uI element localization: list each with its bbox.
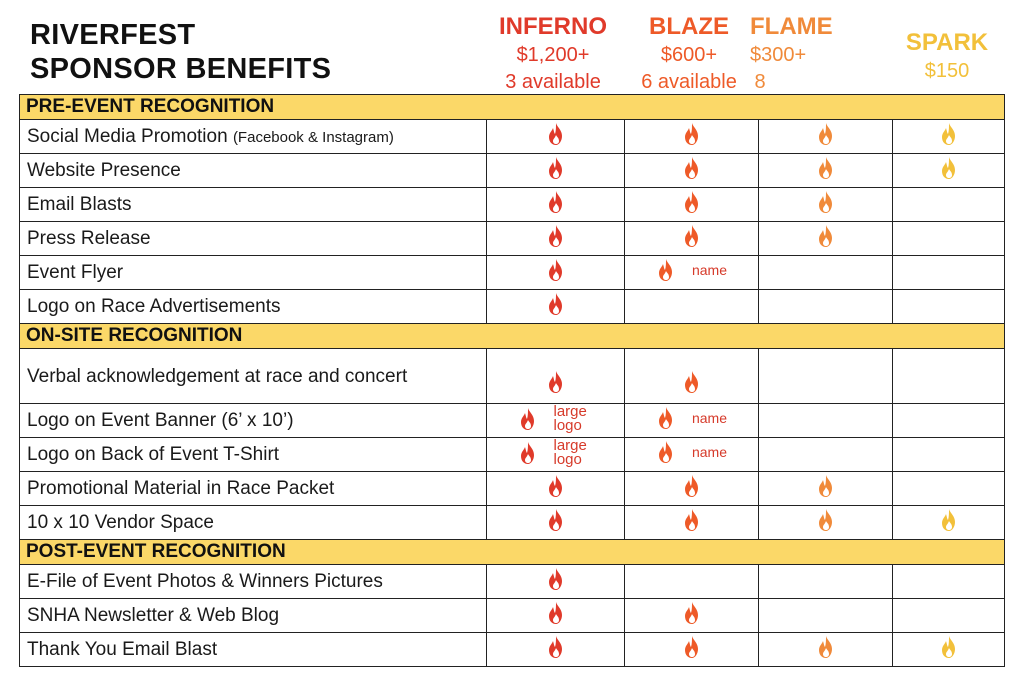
benefit-cell-spark: [893, 154, 1005, 188]
tier-price: $150: [924, 60, 970, 82]
section-header: [20, 324, 1005, 349]
flame-icon: [518, 441, 538, 465]
cell-content: [656, 258, 727, 282]
benefit-cell-flame: [759, 154, 893, 188]
tier-spark: [872, 28, 1022, 85]
benefit-cell-spark: [893, 256, 1005, 290]
benefit-cell-flame: [759, 349, 893, 404]
benefit-cell-flame: [759, 404, 893, 438]
table-row: [20, 472, 1005, 506]
benefit-cell-blaze: [625, 154, 759, 188]
benefit-cell-inferno: [487, 256, 625, 290]
cell-content: [816, 635, 836, 659]
benefit-cell-spark: [893, 222, 1005, 256]
cell-content: [546, 258, 566, 282]
tier-price: $300+: [750, 44, 807, 66]
benefit-cell-inferno: [487, 154, 625, 188]
cell-content: [816, 122, 836, 146]
benefit-cell-inferno: [487, 349, 625, 404]
flame-icon: [546, 635, 566, 659]
flame-icon: [546, 370, 566, 394]
flame-icon: [546, 190, 566, 214]
cell-content: [816, 474, 836, 498]
benefit-cell-spark: [893, 633, 1005, 667]
benefit-cell-inferno: [487, 506, 625, 540]
cell-content: [682, 224, 702, 248]
section-title: POST-EVENT RECOGNITION: [20, 540, 1005, 565]
benefit-cell-spark: [893, 438, 1005, 472]
benefit-label: [20, 290, 487, 324]
benefit-text: 10 x 10 Vendor Space: [27, 512, 214, 533]
cell-content: [682, 508, 702, 532]
cell-content: [816, 508, 836, 532]
benefit-cell-blaze: [625, 438, 759, 472]
benefit-text: Email Blasts: [27, 194, 132, 215]
section-title: PRE-EVENT RECOGNITION: [20, 95, 1005, 120]
benefit-text: Verbal acknowledgement at race and concert: [27, 365, 408, 387]
benefit-cell-blaze: [625, 633, 759, 667]
flame-icon: [546, 292, 566, 316]
cell-content: [682, 601, 702, 625]
flame-icon: [939, 508, 959, 532]
cell-content: [939, 156, 959, 180]
flame-icon: [682, 601, 702, 625]
flame-icon: [816, 156, 836, 180]
benefit-text: Press Release: [27, 228, 151, 249]
flame-icon: [682, 224, 702, 248]
tier-inferno: [478, 12, 628, 96]
table-row: [20, 188, 1005, 222]
benefit-cell-inferno: [487, 404, 625, 438]
cell-content: [816, 156, 836, 180]
benefit-label: [20, 222, 487, 256]
cell-content: [682, 156, 702, 180]
benefit-note: (Facebook & Instagram): [232, 128, 394, 146]
table-row: [20, 154, 1005, 188]
benefit-cell-blaze: [625, 565, 759, 599]
benefit-cell-flame: [759, 633, 893, 667]
benefit-cell-spark: [893, 565, 1005, 599]
flame-icon: [546, 508, 566, 532]
cell-content: [939, 635, 959, 659]
benefit-text: Website Presence: [27, 160, 181, 181]
table-row: [20, 565, 1005, 599]
benefit-label: [20, 120, 487, 154]
benefit-label: [20, 472, 487, 506]
table-row: [20, 404, 1005, 438]
flame-icon: [546, 474, 566, 498]
benefit-label: [20, 438, 487, 472]
table-row: [20, 290, 1005, 324]
cell-content: [546, 224, 566, 248]
flame-icon: [816, 122, 836, 146]
benefit-cell-spark: [893, 404, 1005, 438]
benefit-text: Logo on Back of Event T-Shirt: [27, 444, 280, 465]
benefit-label: [20, 633, 487, 667]
tier-price: $1,200+: [516, 44, 590, 66]
table-row: [20, 120, 1005, 154]
benefit-cell-blaze: [625, 349, 759, 404]
benefit-text: Event Flyer: [27, 262, 124, 283]
cell-content: [546, 156, 566, 180]
cell-content: [546, 190, 566, 214]
benefit-cell-spark: [893, 599, 1005, 633]
cell-note: large logo: [553, 437, 587, 468]
flame-icon: [939, 156, 959, 180]
benefit-cell-flame: [759, 256, 893, 290]
cell-content: [939, 122, 959, 146]
title-line-1: RIVERFEST: [30, 19, 196, 51]
cell-content: [656, 406, 727, 430]
cell-content: [518, 405, 594, 433]
benefit-text: Thank You Email Blast: [27, 639, 218, 660]
benefit-cell-inferno: [487, 188, 625, 222]
flame-icon: [816, 474, 836, 498]
flame-icon: [816, 635, 836, 659]
benefits-table: [19, 94, 1005, 667]
cell-content: [816, 190, 836, 214]
cell-content: [682, 122, 702, 146]
flame-icon: [656, 258, 676, 282]
flame-icon: [682, 474, 702, 498]
flame-icon: [546, 601, 566, 625]
table-row: [20, 633, 1005, 667]
flame-icon: [939, 635, 959, 659]
tier-availability: 8: [754, 71, 766, 93]
flame-icon: [682, 635, 702, 659]
benefit-label: [20, 349, 487, 404]
tier-flame: [750, 12, 833, 93]
tier-name: INFERNO: [499, 13, 607, 40]
benefit-cell-inferno: [487, 222, 625, 256]
benefit-label: [20, 404, 487, 438]
benefit-text: Social Media Promotion: [27, 125, 228, 147]
benefit-cell-flame: [759, 472, 893, 506]
benefit-label: [20, 565, 487, 599]
benefit-label: [20, 154, 487, 188]
cell-content: [546, 508, 566, 532]
cell-content: [518, 439, 594, 467]
section-header: [20, 540, 1005, 565]
benefit-cell-inferno: [487, 599, 625, 633]
benefit-text: SNHA Newsletter & Web Blog: [27, 605, 280, 626]
benefit-cell-inferno: [487, 438, 625, 472]
benefit-label: [20, 599, 487, 633]
table-row: [20, 222, 1005, 256]
benefit-cell-flame: [759, 506, 893, 540]
title-line-2: SPONSOR BENEFITS: [30, 53, 332, 85]
benefit-cell-inferno: [487, 290, 625, 324]
benefit-cell-flame: [759, 438, 893, 472]
cell-content: [939, 508, 959, 532]
cell-content: [682, 190, 702, 214]
benefit-cell-inferno: [487, 472, 625, 506]
benefit-cell-spark: [893, 290, 1005, 324]
tier-blaze: [614, 12, 764, 96]
benefit-cell-inferno: [487, 565, 625, 599]
benefit-cell-flame: [759, 290, 893, 324]
benefit-cell-spark: [893, 506, 1005, 540]
cell-note: large logo: [553, 403, 587, 434]
flame-icon: [656, 406, 676, 430]
cell-content: [546, 601, 566, 625]
table-row: [20, 506, 1005, 540]
tier-availability: 6 available: [641, 71, 737, 93]
flame-icon: [816, 190, 836, 214]
benefit-cell-inferno: [487, 120, 625, 154]
benefit-text: Logo on Event Banner (6’ x 10’): [27, 410, 294, 431]
flame-icon: [682, 190, 702, 214]
cell-note: name: [691, 261, 728, 278]
section-header: [20, 95, 1005, 120]
tier-name: SPARK: [905, 29, 989, 56]
benefit-text: E-File of Event Photos & Winners Pictures: [27, 571, 383, 592]
flame-icon: [682, 156, 702, 180]
cell-content: [546, 370, 566, 394]
benefit-cell-flame: [759, 120, 893, 154]
cell-content: [816, 224, 836, 248]
benefit-cell-blaze: [625, 120, 759, 154]
cell-content: [546, 474, 566, 498]
cell-content: [656, 440, 727, 464]
benefit-cell-spark: [893, 349, 1005, 404]
benefit-cell-blaze: [625, 472, 759, 506]
benefit-label: [20, 188, 487, 222]
flame-icon: [546, 567, 566, 591]
benefit-cell-flame: [759, 599, 893, 633]
flame-icon: [546, 224, 566, 248]
cell-note: name: [691, 409, 728, 426]
benefit-cell-flame: [759, 188, 893, 222]
cell-content: [546, 635, 566, 659]
flame-icon: [546, 156, 566, 180]
benefit-cell-blaze: [625, 256, 759, 290]
benefit-cell-blaze: [625, 290, 759, 324]
table-row: [20, 599, 1005, 633]
section-title: ON-SITE RECOGNITION: [20, 324, 1005, 349]
benefit-cell-inferno: [487, 633, 625, 667]
benefit-cell-flame: [759, 565, 893, 599]
flame-icon: [518, 407, 538, 431]
flame-icon: [816, 508, 836, 532]
benefit-cell-blaze: [625, 599, 759, 633]
benefit-text: Promotional Material in Race Packet: [27, 478, 335, 499]
cell-content: [682, 370, 702, 394]
table-row: [20, 256, 1005, 290]
tier-name: FLAME: [750, 13, 833, 40]
flame-icon: [939, 122, 959, 146]
benefit-cell-spark: [893, 472, 1005, 506]
cell-content: [546, 567, 566, 591]
tier-price: $600+: [660, 44, 718, 66]
tier-availability: 3 available: [505, 71, 601, 93]
table-row: [20, 438, 1005, 472]
page-title: [30, 18, 331, 86]
flame-icon: [546, 122, 566, 146]
flame-icon: [682, 508, 702, 532]
benefit-label: [20, 506, 487, 540]
table-row: [20, 349, 1005, 404]
cell-content: [682, 474, 702, 498]
cell-content: [546, 122, 566, 146]
flame-icon: [816, 224, 836, 248]
benefit-text: Logo on Race Advertisements: [27, 296, 281, 317]
benefit-cell-flame: [759, 222, 893, 256]
benefit-label: [20, 256, 487, 290]
flame-icon: [682, 370, 702, 394]
flame-icon: [656, 440, 676, 464]
benefit-cell-spark: [893, 120, 1005, 154]
benefit-cell-blaze: [625, 404, 759, 438]
benefit-cell-blaze: [625, 506, 759, 540]
cell-note: name: [691, 443, 728, 460]
flame-icon: [546, 258, 566, 282]
cell-content: [682, 635, 702, 659]
benefit-cell-spark: [893, 188, 1005, 222]
cell-content: [546, 292, 566, 316]
tier-name: BLAZE: [649, 13, 729, 40]
benefit-cell-blaze: [625, 222, 759, 256]
benefit-cell-blaze: [625, 188, 759, 222]
flame-icon: [682, 122, 702, 146]
